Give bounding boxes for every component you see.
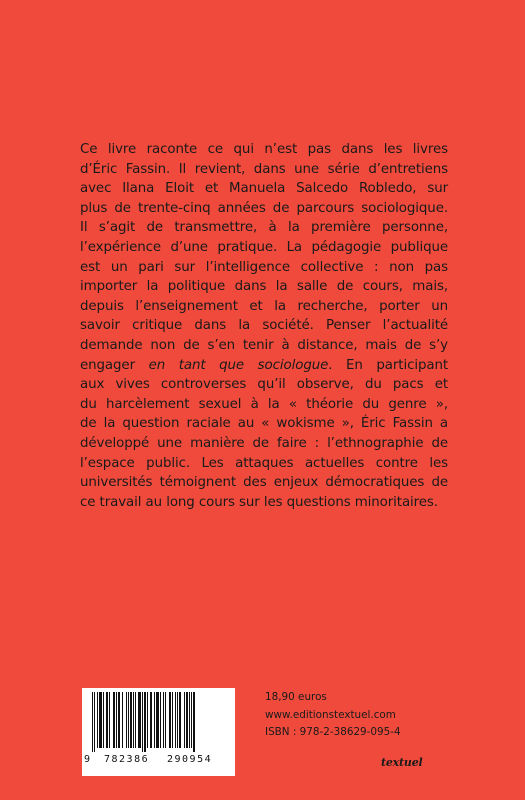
barcode-bar [133, 692, 134, 748]
barcode-bar [156, 692, 159, 748]
barcode-bar [103, 692, 104, 748]
barcode-bar [144, 692, 146, 752]
blurb-line: avec Ilana Eloit et Manuela Salcedo Robledo, sur [80, 181, 448, 197]
blurb-line: savoir critique dans la société. Penser l’actualité [80, 318, 448, 334]
barcode-bar [142, 692, 143, 752]
blurb-line: d’Éric Fassin. Il revient, dans une série d’entretiens [80, 161, 448, 177]
blurb-line: l’espace public. Les attaques actuelles contre les [80, 455, 448, 471]
barcode-bar [94, 692, 95, 752]
barcode-bars [92, 692, 231, 752]
blurb-line: est un pari sur l’intelligence collective : non pas [80, 259, 448, 275]
barcode-bar [130, 692, 132, 748]
blurb-line: développé une manière de faire : l’ethnographie de [80, 435, 448, 451]
barcode-bar [179, 692, 181, 748]
blurb-line: Ce livre raconte ce qui n’est pas dans les livres [80, 142, 448, 157]
blurb-line: aux vives controverses qu’il observe, du pacs et [80, 377, 448, 393]
blurb-line: plus de trente-cinq années de parcours sociologique. [80, 200, 448, 216]
barcode-digit-first: 9 [84, 754, 91, 765]
barcode-bar [184, 692, 185, 748]
blurb-line: importer la politique dans la salle de cours, mais, [80, 279, 448, 295]
barcode-bar [113, 692, 115, 748]
isbn-barcode [82, 688, 235, 776]
barcode-bar [116, 692, 117, 748]
blurb-line: demande non de s’en tenir à distance, mais de s’y [80, 337, 448, 353]
blurb-line: depuis l’enseignement et la recherche, porter un [80, 298, 448, 314]
blurb-line: l’expérience d’une pratique. La pédagogie publique [80, 239, 448, 255]
barcode-bar [147, 692, 148, 748]
publisher-logo: textuel [381, 756, 423, 769]
barcode-bar [154, 692, 155, 748]
blurb-line-italic [80, 356, 448, 376]
blurb-suffix: . En participant [328, 357, 449, 373]
blurb-line: du harcèlement sexuel à la « théorie du genre », [80, 396, 448, 412]
barcode-bar [106, 692, 108, 748]
barcode-bar [92, 692, 93, 752]
blurb-text [80, 140, 448, 512]
blurb-line: de la question raciale au « wokisme », Éric Fassin a [80, 416, 448, 432]
barcode-bar [191, 692, 192, 748]
barcode-bar [138, 692, 141, 748]
barcode-bar [165, 692, 166, 748]
blurb-emphasis: en tant que sociologue [148, 357, 329, 373]
barcode-bar [118, 692, 120, 748]
book-info [265, 689, 401, 742]
barcode-bar [135, 692, 136, 748]
barcode-digit-group-1: 782386 [104, 754, 150, 765]
price: 18,90 euros [265, 691, 327, 703]
barcode-bar [186, 692, 188, 748]
barcode-bar [122, 692, 123, 748]
barcode-bar [172, 692, 173, 748]
blurb-line: universités témoignent des enjeux démocratiques de [80, 475, 448, 491]
blurb-prefix: engager [80, 357, 149, 373]
barcode-bar [97, 692, 98, 748]
blurb-line: Il s’agit de transmettre, à la première personne, [80, 220, 448, 236]
blurb-line: ce travail au long cours sur les questions minoritaires. [80, 494, 438, 510]
barcode-bar [128, 692, 129, 748]
barcode-bar [160, 692, 161, 748]
barcode-bar [189, 692, 190, 748]
barcode-bar [169, 692, 171, 748]
publisher-website: www.editionstextuel.com [265, 708, 396, 721]
barcode-bar [150, 692, 152, 748]
barcode-bar [99, 692, 102, 748]
barcode-bar [163, 692, 164, 748]
barcode-bar [193, 692, 195, 752]
barcode-bar [109, 692, 110, 748]
isbn: ISBN : 978-2-38629-095-4 [265, 726, 401, 738]
barcode-bar [177, 692, 178, 748]
barcode-bar [126, 692, 127, 748]
barcode-bar [175, 692, 176, 748]
barcode-digit-group-2: 290954 [167, 754, 213, 765]
